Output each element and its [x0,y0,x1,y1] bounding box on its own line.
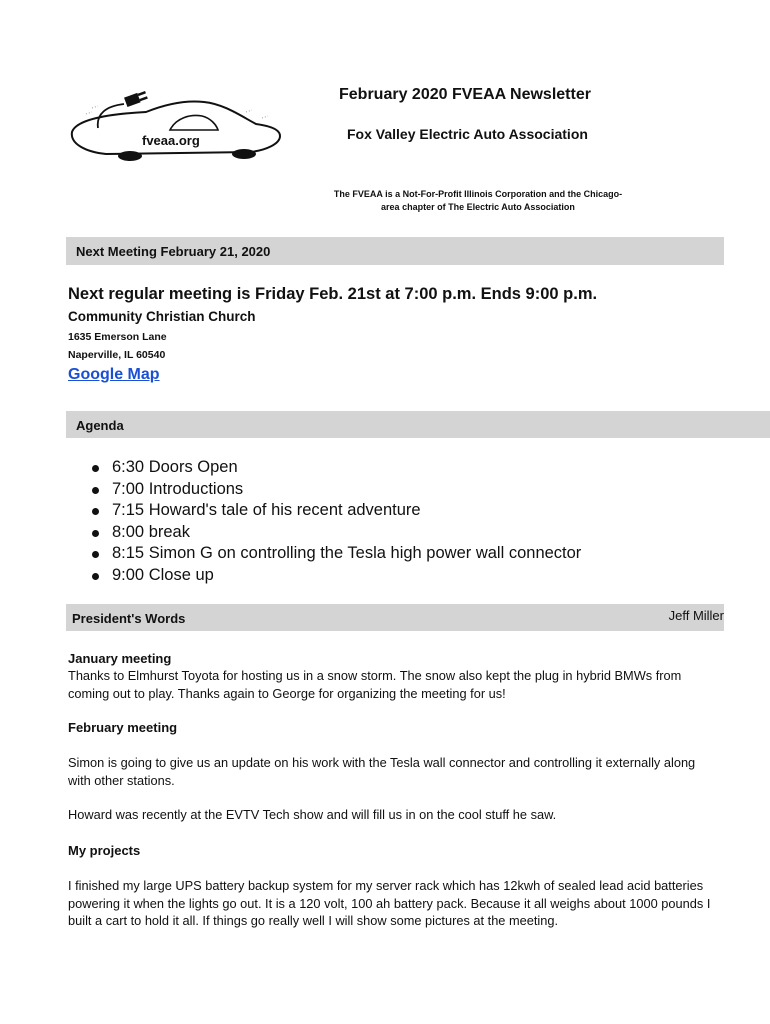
agenda-label: Agenda [76,418,124,433]
agenda-item: 6:30 Doors Open [86,457,581,479]
electric-car-plug-icon [66,84,284,170]
author-name: Jeff Miller [668,608,724,623]
organization-tagline: The FVEAA is a Not-For-Profit Illinois Corporation and the Chicago-area chapter of The Electric Auto Association [333,189,623,212]
venue-address-line2: Naperville, IL 60540 [68,349,166,361]
meeting-headline: Next regular meeting is Friday Feb. 21st at 7:00 p.m. Ends 9:00 p.m. [68,285,598,303]
next-meeting-bar [66,237,724,265]
google-map-link[interactable]: Google Map [68,366,160,383]
agenda-item: 8:15 Simon G on controlling the Tesla high power wall connector [86,543,581,565]
january-paragraph: Thanks to Elmhurst Toyota for hosting us in a snow storm. The snow also kept the plug in hybrid BMWs from coming out to play. Thanks again to George for organizing the meeting for us! [68,668,682,701]
organization-name: Fox Valley Electric Auto Association [347,126,588,142]
fveaa-logo [66,84,284,170]
newsletter-title: February 2020 FVEAA Newsletter [339,86,591,103]
venue-name: Community Christian Church [68,309,256,324]
february-paragraph-1: Simon is going to give us an update on his work with the Tesla wall connector and controlling it externally along with other stations. [68,755,696,788]
january-heading: January meeting [68,651,172,666]
agenda-bar [66,411,770,438]
logo-text: fveaa.org [142,133,200,148]
projects-heading: My projects [68,843,141,858]
agenda-item: 7:15 Howard's tale of his recent adventure [86,500,581,522]
february-heading: February meeting [68,720,178,735]
venue-address-line1: 1635 Emerson Lane [68,331,167,343]
next-meeting-label: Next Meeting February 21, 2020 [76,244,271,259]
agenda-list [86,457,581,586]
agenda-item: 7:00 Introductions [86,479,581,501]
presidents-words-label: President's Words [72,611,186,626]
agenda-item: 9:00 Close up [86,565,581,587]
agenda-item: 8:00 break [86,522,581,544]
february-paragraph-2: Howard was recently at the EVTV Tech show and will fill us in on the cool stuff he saw. [68,807,557,822]
presidents-words-bar [66,604,724,631]
projects-paragraph: I finished my large UPS battery backup system for my server rack which has 12kwh of sealed lead acid batteries powering it when the lights go out. It is a 120 volt, 100 ah battery pack. Because it all weighs about 1000 pounds I built a cart to hold it all. If things go really well I will show some pictures at the meeting. [68,878,711,928]
